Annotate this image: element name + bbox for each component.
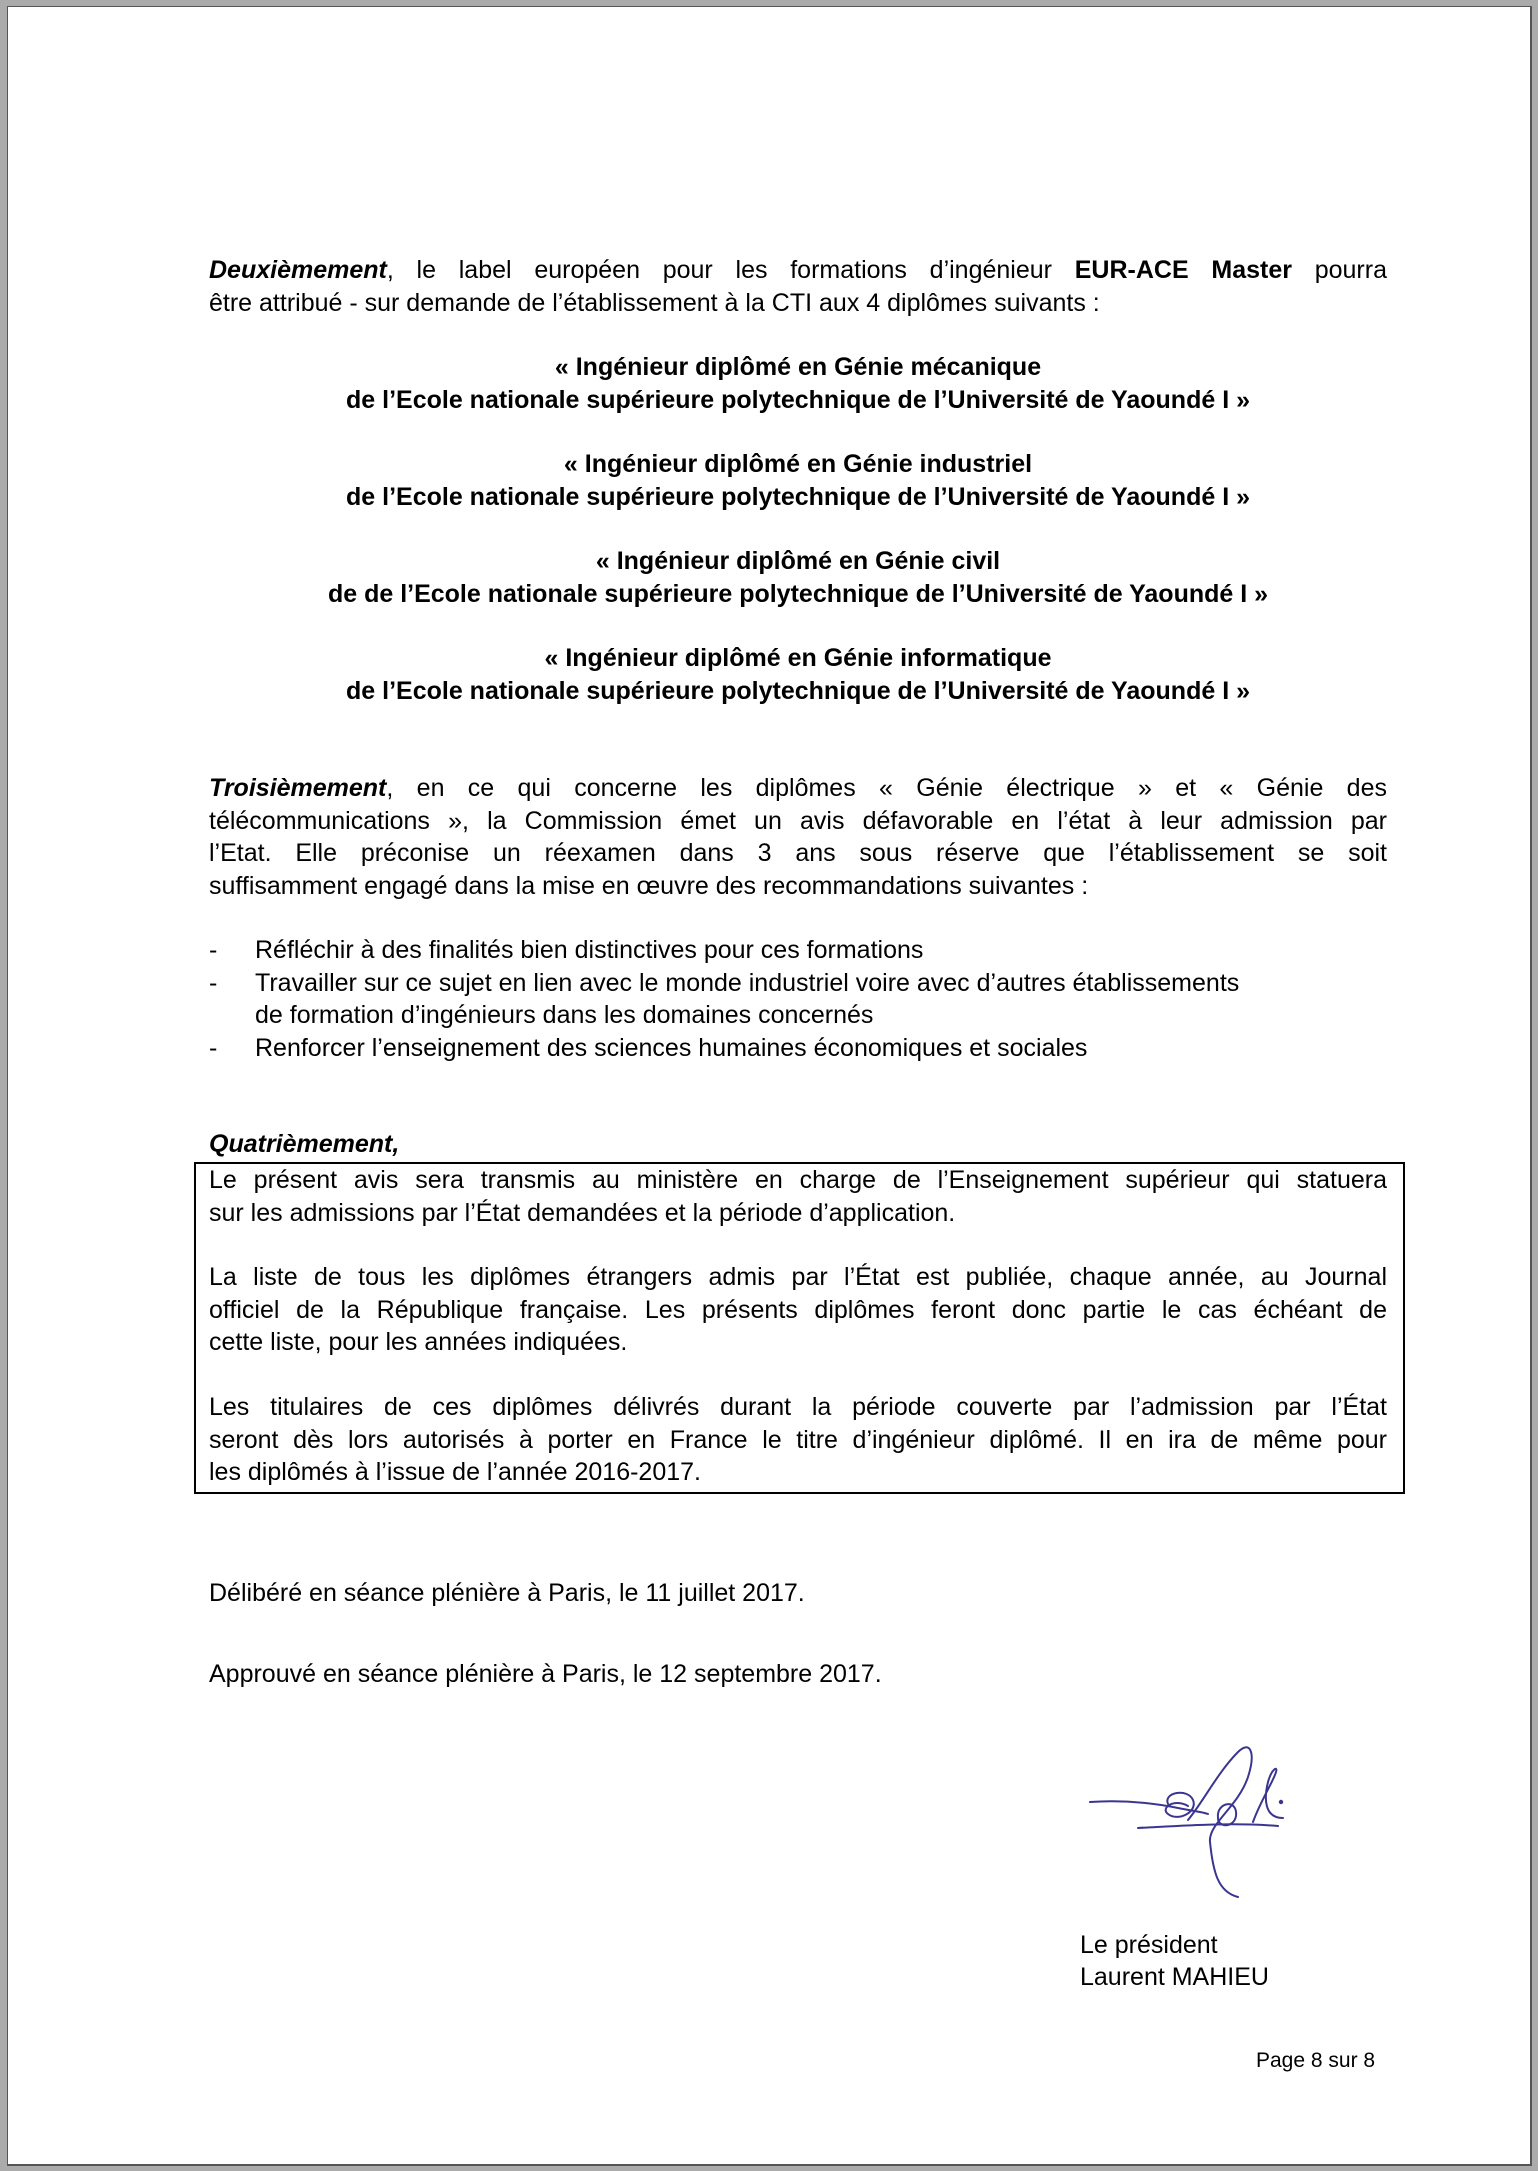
- signature-image: [1078, 1732, 1298, 1912]
- eur-ace-label: EUR-ACE Master: [1074, 256, 1292, 284]
- section3-line-2: télécommunications », la Commission émet un avis défavorable en l’état à leur admission par: [209, 806, 1387, 835]
- section3-lead: Troisièmement: [209, 774, 387, 802]
- list-item: - Travailler sur ce sujet en lien avec le monde industriel voire avec d’autres établissements de formation d’ingénieurs dans les domaines concernés: [209, 968, 1240, 1029]
- diploma-2: [209, 448, 1387, 513]
- bullet-dash: -: [209, 936, 218, 964]
- diploma-3: [209, 545, 1387, 610]
- section4-lead: Quatrièmement,: [209, 1130, 400, 1158]
- diploma-title: « Ingénieur diplômé en Génie informatique: [544, 644, 1052, 672]
- document-page: [7, 6, 1532, 2166]
- list-item: - Réfléchir à des finalités bien distinctives pour ces formations: [209, 934, 1399, 967]
- diploma-school: de de l’Ecole nationale supérieure polytechnique de l’Université de Yaoundé I »: [327, 579, 1269, 608]
- box-paragraph-1: Le présent avis sera transmis au ministère en charge de l’Enseignement supérieur qui statuera sur les admissions par l’État demandées et la période d’application.: [209, 1166, 1387, 1227]
- section2-line-2: être attribué - sur demande de l’établissement à la CTI aux 4 diplômes suivants :: [209, 288, 1100, 317]
- diploma-school: de l’Ecole nationale supérieure polytechnique de l’Université de Yaoundé I »: [346, 482, 1250, 511]
- diploma-4: [209, 642, 1387, 707]
- diploma-school: de l’Ecole nationale supérieure polytechnique de l’Université de Yaoundé I »: [346, 676, 1250, 705]
- section2-line-1: Deuxièmement, le label européen pour les formations d’ingénieur EUR-ACE Master pourra: [209, 256, 1387, 284]
- diploma-title: « Ingénieur diplômé en Génie civil: [595, 547, 1001, 575]
- notice-box: [194, 1162, 1405, 1494]
- section3-line-3: l’Etat. Elle préconise un réexamen dans 3 ans sous réserve que l’établissement se soit: [209, 839, 1387, 867]
- page-number: Page 8 sur 8: [1256, 2049, 1376, 2072]
- diploma-title: « Ingénieur diplômé en Génie industriel: [563, 450, 1033, 478]
- section4-heading: [209, 1128, 1387, 1161]
- signatory-block: [1080, 1929, 1269, 1993]
- section3-paragraph: [209, 772, 1387, 902]
- bullet-dash: -: [209, 968, 218, 997]
- recommendations-list: [209, 934, 1399, 1064]
- section2-lead: Deuxièmement: [209, 256, 387, 284]
- box-paragraph-3: Les titulaires de ces diplômes délivrés durant la période couverte par l’admission par l’État seront dès lors autorisés à porter en France le titre d’ingénieur diplômé. Il en ira de même pour les diplômés à l’issue de l’année 2016-2017.: [209, 1393, 1387, 1486]
- section3-line-4: suffisamment engagé dans la mise en œuvre des recommandations suivantes :: [209, 871, 1089, 900]
- section3-line-1: Troisièmement, en ce qui concerne les diplômes « Génie électrique » et « Génie des: [209, 774, 1387, 802]
- signatory-name: Laurent MAHIEU: [1080, 1963, 1269, 1991]
- diploma-1: [209, 351, 1387, 416]
- diploma-school: de l’Ecole nationale supérieure polytechnique de l’Université de Yaoundé I »: [346, 385, 1250, 414]
- diploma-title: « Ingénieur diplômé en Génie mécanique: [554, 353, 1042, 381]
- bullet-dash: -: [209, 1033, 218, 1062]
- signature-strokes: [1090, 1747, 1283, 1897]
- approved-line: Approuvé en séance plénière à Paris, le 12 septembre 2017.: [209, 1660, 882, 1688]
- list-item: - Renforcer l’enseignement des sciences humaines économiques et sociales: [209, 1032, 1399, 1065]
- box-paragraph-2: La liste de tous les diplômes étrangers admis par l’État est publiée, chaque année, au Journal officiel de la République française. Les présents diplômes feront donc partie le cas échéant de cette liste, pour les années indiquées.: [209, 1263, 1387, 1356]
- signatory-role: Le président: [1080, 1931, 1218, 1959]
- deliberated-line: Délibéré en séance plénière à Paris, le 11 juillet 2017.: [209, 1579, 805, 1607]
- section2-paragraph: [209, 254, 1387, 319]
